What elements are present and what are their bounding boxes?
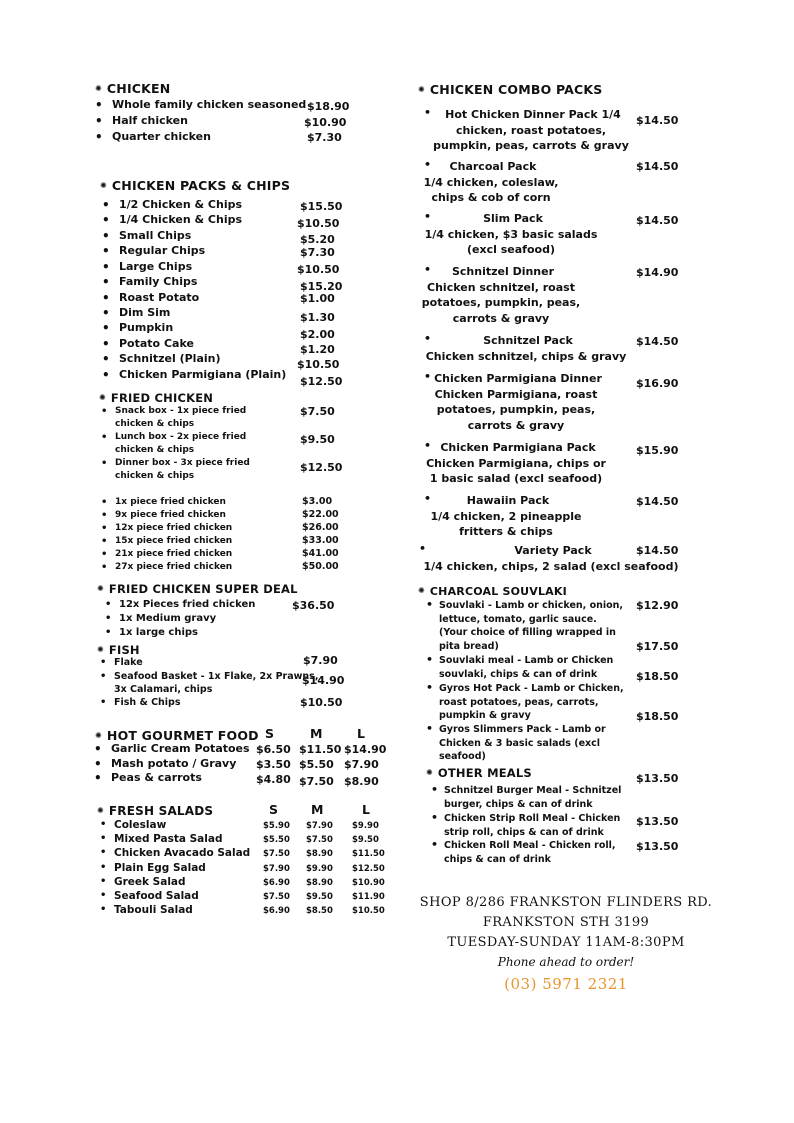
list-item-continued: chicken & chips <box>115 419 195 429</box>
combo-pack-description: (excl seafood) <box>467 243 555 256</box>
item-price: $12.90 <box>636 599 679 612</box>
combo-pack-description: Chicken schnitzel, roast <box>427 280 575 294</box>
list-item: Souvlaki meal - Lamb or Chicken souvlaki, chips & can of drink <box>439 655 614 680</box>
item-price: $26.00 <box>302 522 339 533</box>
item-price: $17.50 <box>636 640 679 653</box>
list-item: • 9x piece fried chicken <box>115 510 226 520</box>
bullet-marker: • <box>424 210 432 223</box>
bullet-marker: • <box>424 492 432 505</box>
list-item: • Schnitzel (Plain) <box>119 352 221 365</box>
section-heading-gourmet: ✺ HOT GOURMET FOOD <box>95 728 259 743</box>
item-price: $10.50 <box>297 263 340 276</box>
bullet-marker: • <box>419 542 427 555</box>
list-item: • 1x large chips <box>119 627 198 638</box>
list-item: • Fish & Chips <box>114 697 181 708</box>
phone-number[interactable]: (03) 5971 2321 <box>504 975 628 993</box>
item-price: $9.50 <box>300 433 335 446</box>
size-header-l: L <box>357 726 365 741</box>
combo-pack-description: Chicken schnitzel, chips & gravy <box>425 349 627 363</box>
bullet-marker: • <box>424 439 432 452</box>
combo-pack-name: Schnitzel Dinner <box>451 265 555 278</box>
list-item: • Peas & carrots <box>111 771 202 784</box>
price-large: $14.90 <box>344 743 387 756</box>
item-price: $14.50 <box>636 160 679 173</box>
price-small: $3.50 <box>256 758 291 771</box>
combo-pack-description: pumpkin, peas, carrots & gravy <box>433 139 629 152</box>
combo-pack-description: 1/4 chicken, chips, 2 salad (excl seafood) <box>423 559 679 573</box>
price-large: $7.90 <box>344 758 379 771</box>
list-item: • 1/2 Chicken & Chips <box>119 198 242 211</box>
section-heading-salads: ✺ FRESH SALADS <box>97 804 214 818</box>
list-item: • Family Chips <box>119 275 197 288</box>
price-medium: $5.50 <box>299 758 334 771</box>
list-item: • Chicken Parmigiana (Plain) <box>119 368 286 381</box>
item-price: $41.00 <box>302 548 339 559</box>
list-item: • Mixed Pasta Salad <box>114 833 222 845</box>
order-tagline: Phone ahead to order! <box>497 955 635 969</box>
price-small: $7.50 <box>263 892 290 902</box>
chicken-icon: ✺ <box>426 768 433 777</box>
item-price: $10.50 <box>300 696 343 709</box>
item-price: $2.00 <box>300 328 335 341</box>
combo-pack-item <box>416 333 636 364</box>
price-medium: $8.90 <box>306 849 333 860</box>
bullet-marker: • <box>431 811 439 824</box>
item-price: $12.50 <box>300 461 343 474</box>
price-medium: $7.50 <box>306 835 333 846</box>
size-header-l: L <box>362 802 370 817</box>
price-medium: $11.50 <box>299 743 342 756</box>
list-item: • Greek Salad <box>114 876 186 888</box>
item-price: $7.30 <box>307 131 342 144</box>
item-price: $13.50 <box>636 815 679 828</box>
list-item: • Dim Sim <box>119 306 170 319</box>
bullet-marker: • <box>431 838 439 851</box>
price-small: $4.80 <box>256 773 291 786</box>
price-small: $5.50 <box>263 835 290 846</box>
price-large: $10.90 <box>352 877 385 888</box>
combo-pack-item <box>416 371 616 433</box>
price-small: $6.50 <box>256 743 291 756</box>
bullet-marker: • <box>426 598 434 611</box>
address-line-1: SHOP 8/286 FRANKSTON FLINDERS RD. <box>419 895 713 910</box>
item-price: $1.20 <box>300 343 335 356</box>
combo-pack-description: 1/4 chicken, coleslaw, <box>423 175 559 189</box>
price-small: $5.90 <box>263 821 290 831</box>
list-item: • 1/4 Chicken & Chips <box>119 213 242 226</box>
list-item: • Seafood Basket - 1x Flake, 2x Prawns, <box>114 671 318 682</box>
item-price: $36.50 <box>292 599 335 612</box>
item-price: $1.30 <box>300 311 335 324</box>
list-item: • Roast Potato <box>119 291 199 304</box>
bullet-marker: • <box>431 783 439 796</box>
combo-pack-name: Hawaiin Pack <box>466 494 550 507</box>
list-item: • Quarter chicken <box>112 130 211 143</box>
list-item: • Dinner box - 3x piece fried <box>115 458 250 468</box>
item-price: $18.50 <box>636 670 679 683</box>
list-item: Gyros Slimmers Pack - Lamb or Chicken & 3 basic salads (excl seafood) <box>439 724 606 762</box>
combo-pack-name: Chicken Parmigiana Pack <box>440 441 596 454</box>
item-price: $13.50 <box>636 772 679 785</box>
price-medium: $7.50 <box>299 775 334 788</box>
item-price: $7.30 <box>300 246 335 259</box>
list-item: Chicken Strip Roll Meal - Chicken strip roll, chips & can of drink <box>444 813 621 838</box>
list-item: • Whole family chicken seasoned <box>112 98 306 111</box>
bullet-marker: • <box>424 370 432 383</box>
combo-pack-item <box>416 159 566 206</box>
list-item: • 1x Medium gravy <box>119 613 216 624</box>
price-small: $6.90 <box>263 877 290 888</box>
list-item: • 27x piece fried chicken <box>115 562 232 572</box>
section-heading-combo: ✺ CHICKEN COMBO PACKS <box>418 82 603 97</box>
list-item: • 15x piece fried chicken <box>115 536 232 546</box>
combo-pack-item <box>416 440 616 487</box>
chicken-icon: ✺ <box>99 393 106 402</box>
bullet-marker: • <box>426 722 434 735</box>
item-price: $18.50 <box>636 710 679 723</box>
price-small: $7.50 <box>263 849 290 860</box>
size-header-m: M <box>310 726 323 741</box>
list-item: Gyros Hot Pack - Lamb or Chicken, roast potatoes, peas, carrots, pumpkin & gravy <box>439 683 624 721</box>
item-price: $33.00 <box>302 535 339 546</box>
list-item: • Regular Chips <box>119 244 205 257</box>
combo-pack-name: Schnitzel Pack <box>483 334 573 347</box>
combo-pack-item <box>416 264 586 326</box>
price-large: $8.90 <box>344 775 379 788</box>
list-item: • Small Chips <box>119 229 191 242</box>
item-price: $15.90 <box>636 444 679 457</box>
price-large: $9.50 <box>352 835 379 846</box>
opening-hours: TUESDAY-SUNDAY 11AM-8:30PM <box>447 935 685 950</box>
combo-pack-description: potatoes, pumpkin, peas, <box>421 296 581 309</box>
combo-pack-description: 1/4 chicken, 2 pineapple <box>430 509 582 523</box>
combo-pack-item <box>416 493 596 540</box>
item-price: $14.50 <box>636 114 679 127</box>
list-item: • Garlic Cream Potatoes <box>111 742 250 755</box>
combo-pack-description: chicken, roast potatoes, <box>455 123 607 137</box>
size-header-s: S <box>265 726 275 741</box>
chicken-icon: ✺ <box>97 645 104 654</box>
item-price: $13.50 <box>636 840 679 853</box>
combo-pack-description: fritters & chips <box>459 525 553 538</box>
list-item: Souvlaki - Lamb or chicken, onion, lettuce, tomato, garlic sauce. (Your choice of filling wrapped in pita bread) <box>439 600 624 652</box>
chicken-icon: ✺ <box>418 586 425 595</box>
item-price: $10.90 <box>304 116 347 129</box>
combo-pack-description: carrots & gravy <box>467 418 565 432</box>
price-small: $6.90 <box>263 906 290 917</box>
price-small: $7.90 <box>263 863 290 874</box>
list-item: • Large Chips <box>119 260 192 273</box>
bullet-marker: • <box>424 332 432 345</box>
section-heading-fried-chicken: ✺ FRIED CHICKEN <box>99 391 214 405</box>
list-item: • Potato Cake <box>119 337 194 350</box>
chicken-icon: ✺ <box>97 806 104 815</box>
size-header-s: S <box>269 802 279 817</box>
item-price: $18.90 <box>307 100 350 113</box>
list-item: • Lunch box - 2x piece fried <box>115 432 246 442</box>
list-item: • Seafood Salad <box>114 890 199 902</box>
combo-pack-description: chips & cob of corn <box>431 191 551 204</box>
item-price: $3.00 <box>302 496 333 507</box>
item-price: $14.50 <box>636 544 679 557</box>
list-item: • Plain Egg Salad <box>114 862 206 874</box>
list-item: • Flake <box>114 657 143 668</box>
item-price: $22.00 <box>302 509 339 520</box>
list-item: • 1x piece fried chicken <box>115 497 226 507</box>
combo-pack-name: Charcoal Pack <box>449 160 537 173</box>
item-price: $1.00 <box>300 292 335 305</box>
list-item: • Snack box - 1x piece fried <box>115 406 246 416</box>
chicken-icon: ✺ <box>97 584 104 593</box>
list-item: Chicken Roll Meal - Chicken roll, chips & can of drink <box>444 840 616 865</box>
bullet-marker: • <box>424 106 432 119</box>
bullet-marker: • <box>424 263 432 276</box>
price-medium: $8.90 <box>306 877 333 888</box>
item-price: $14.50 <box>636 335 679 348</box>
item-price: $15.20 <box>300 280 343 293</box>
combo-pack-description: Chicken Parmigiana, chips or <box>426 456 606 470</box>
section-heading-chicken: ✺ CHICKEN <box>95 81 171 96</box>
list-item: • Pumpkin <box>119 321 173 334</box>
combo-pack-item <box>416 107 646 154</box>
section-heading-packs-chips: ✺ CHICKEN PACKS & CHIPS <box>100 178 291 193</box>
combo-pack-description: 1 basic salad (excl seafood) <box>429 472 603 485</box>
combo-pack-name: Variety Pack <box>514 544 592 557</box>
combo-pack-description: carrots & gravy <box>452 311 550 325</box>
combo-pack-item <box>416 211 606 258</box>
list-item: • 12x Pieces fried chicken <box>119 599 255 610</box>
combo-pack-description: Chicken Parmigiana, roast <box>434 387 598 401</box>
item-price: $5.20 <box>300 233 335 246</box>
list-item: • Half chicken <box>112 114 188 127</box>
list-item: • Coleslaw <box>114 819 166 831</box>
item-price: $10.50 <box>297 358 340 371</box>
item-price: $7.50 <box>300 405 335 418</box>
price-large: $11.90 <box>352 892 385 902</box>
item-price: $14.90 <box>636 266 679 279</box>
list-item: • 12x piece fried chicken <box>115 523 232 533</box>
combo-pack-name: Slim Pack <box>483 212 543 225</box>
list-item-continued: 3x Calamari, chips <box>114 684 213 695</box>
combo-pack-name: Hot Chicken Dinner Pack 1/4 <box>445 108 621 121</box>
item-price: $14.50 <box>636 495 679 508</box>
price-large: $11.50 <box>352 849 385 860</box>
combo-pack-name: Chicken Parmigiana Dinner <box>434 372 602 385</box>
item-price: $14.50 <box>636 214 679 227</box>
item-price: $16.90 <box>636 377 679 390</box>
list-item: • Tabouli Salad <box>114 904 193 916</box>
price-large: $10.50 <box>352 906 385 917</box>
list-item: Schnitzel Burger Meal - Schnitzel burger, chips & can of drink <box>444 785 622 810</box>
chicken-icon: ✺ <box>418 85 425 94</box>
list-item-continued: chicken & chips <box>115 471 195 481</box>
section-heading-other-meals: ✺ OTHER MEALS <box>426 766 532 780</box>
section-heading-souvlaki: ✺ CHARCOAL SOUVLAKI <box>418 585 567 598</box>
item-price: $15.50 <box>300 200 343 213</box>
list-item: • Mash potato / Gravy <box>111 757 236 770</box>
combo-pack-description: 1/4 chicken, $3 basic salads <box>424 227 598 241</box>
list-item: • 21x piece fried chicken <box>115 549 232 559</box>
item-price: $10.50 <box>297 217 340 230</box>
price-medium: $9.50 <box>306 892 333 902</box>
section-heading-fish: ✺ FISH <box>97 643 140 657</box>
bullet-marker: • <box>424 158 432 171</box>
price-large: $12.50 <box>352 863 385 874</box>
item-price: $50.00 <box>302 561 339 572</box>
price-medium: $7.90 <box>306 821 333 831</box>
chicken-icon: ✺ <box>95 84 102 93</box>
address-line-2: FRANKSTON STH 3199 <box>482 915 650 930</box>
price-medium: $8.50 <box>306 906 333 917</box>
bullet-marker: • <box>426 653 434 666</box>
chicken-icon: ✺ <box>100 181 107 190</box>
list-item: • Chicken Avacado Salad <box>114 847 250 859</box>
item-price: $14.90 <box>302 674 345 687</box>
item-price: $7.90 <box>303 654 338 667</box>
combo-pack-description: potatoes, pumpkin, peas, <box>436 403 596 416</box>
section-heading-super-deal: ✺ FRIED CHICKEN SUPER DEAL <box>97 582 298 596</box>
chicken-icon: ✺ <box>95 731 102 740</box>
price-medium: $9.90 <box>306 863 333 874</box>
size-header-m: M <box>311 802 324 817</box>
item-price: $12.50 <box>300 375 343 388</box>
bullet-marker: • <box>426 681 434 694</box>
list-item-continued: chicken & chips <box>115 445 195 455</box>
price-large: $9.90 <box>352 821 379 831</box>
